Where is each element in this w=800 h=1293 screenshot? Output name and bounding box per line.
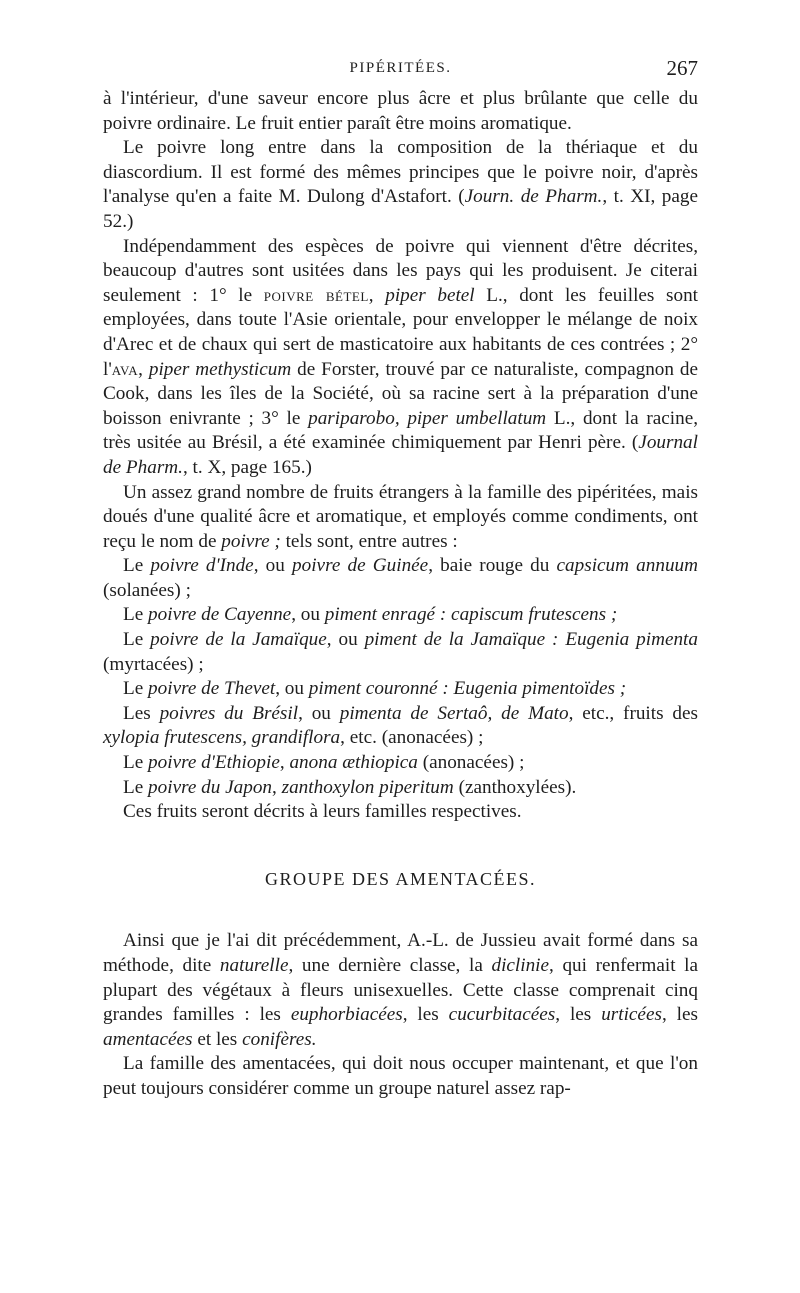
paragraph-jussieu: Ainsi que je l'ai dit précédemment, A.-L. de Jussieu avait formé dans sa méthode, dite naturelle, une dernière classe, la diclinie, qui renfermait la plupart des végétaux à fleurs unisexuelles. Cette classe comprenait cinq grandes familles : les euphorbiacées, les cucurbitacées, les urticées, les amentacées et les conifères.: [103, 930, 699, 1050]
list-item: Le poivre d'Ethiopie, anona æthiopica (anonacées) ;: [123, 752, 525, 774]
body-text: [103, 87, 698, 1102]
paragraph-foreign-fruits: Un assez grand nombre de fruits étrangers à la famille des pipéritées, mais doués d'une qualité âcre et aromatique, et employés comme condiments, ont reçu le nom de poivre ; tels sont, entre autres :: [103, 481, 698, 552]
page-header: [103, 56, 698, 86]
paragraph-amentacees: La famille des amentacées, qui doit nous occuper maintenant, et que l'on peut toujours considérer comme un groupe naturel assez rap-: [103, 1053, 698, 1099]
page-number: 267: [666, 56, 698, 80]
list-item: Le poivre du Japon, zanthoxylon piperitum (zanthoxylées).: [123, 776, 577, 798]
list-item: Le poivre de la Jamaïque, ou piment de la Jamaïque : Eugenia pimenta (myrtacées) ;: [103, 629, 698, 675]
list-item: Les poivres du Brésil, ou pimenta de Sertaô, de Mato, etc., fruits des xylopia frutescens, grandiflora, etc. (anonacées) ;: [103, 702, 698, 749]
section-heading: GROUPE DES AMENTACÉES.: [264, 868, 537, 889]
list-item: Le poivre de Cayenne, ou piment enragé : capiscum frutescens ;: [123, 604, 618, 626]
list-item: Le poivre d'Inde, ou poivre de Guinée, baie rouge du capsicum annuum (solanées) ;: [103, 555, 698, 601]
paragraph-closing-note: Ces fruits seront décrits à leurs familles respectives.: [123, 801, 522, 823]
list-item: Le poivre de Thevet, ou piment couronné : Eugenia pimentoïdes ;: [123, 678, 627, 700]
paragraph-other-pepper-species: Indépendamment des espèces de poivre qui viennent d'être décrites, beaucoup d'autres sont usitées dans les pays qui les produisent. Je citerai seulement : 1° le poivre bétel, piper betel L., dont les feuilles sont employées, dans toute l'Asie orientale, pour envelopper le mélange de noix d'Arec et de chaux qui sert de masticatoire aux habitants de ces contrées ; 2° l'ava, piper methysticum de Forster, trouvé par ce naturaliste, compagnon de Cook, dans les îles de la Société, où sa racine sert à la préparation d'une boisson enivrante ; 3° le pariparobo, piper umbellatum L., dont la racine, très usitée au Brésil, a été examinée chimiquement par Henri père. (Journal de Pharm., t. X, page 165.): [103, 235, 699, 478]
paragraph-poivre-long: Le poivre long entre dans la composition de la thériaque et du diascordium. Il est formé des mêmes principes que le poivre noir, d'après l'analyse qu'en a faite M. Dulong d'Astafort. (Journ. de Pharm., t. XI, page 52.): [103, 137, 698, 232]
paragraph-continued: à l'intérieur, d'une saveur encore plus âcre et plus brûlante que celle du poivre ordinaire. Le fruit entier paraît être moins aromatique.: [103, 88, 698, 134]
running-head: PIPÉRITÉES.: [349, 60, 452, 76]
